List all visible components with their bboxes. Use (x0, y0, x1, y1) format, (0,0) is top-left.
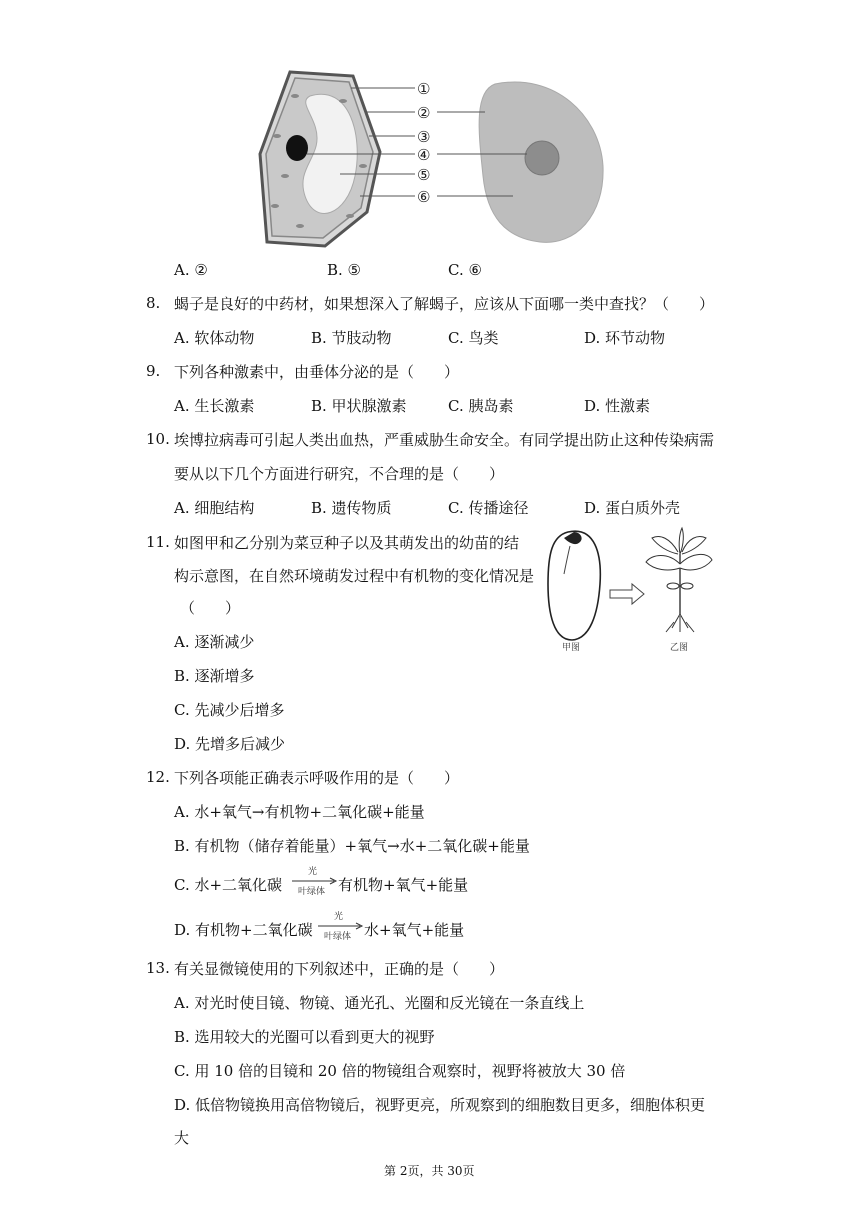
q7-option-a: A. ② (174, 261, 208, 279)
seedling (646, 528, 712, 632)
q11-stem-line2: 构示意图，在自然环境萌发过程中有机物的变化情况是 (174, 567, 535, 585)
q8-number: 8. (146, 294, 161, 312)
q11-number: 11. (146, 533, 170, 551)
animal-cell-nucleus (525, 141, 559, 175)
q10-number: 10. (146, 430, 170, 448)
figure-label-1: ① (417, 80, 431, 98)
figure-label-jia: 甲图 (562, 643, 581, 653)
figure-label-6: ⑥ (417, 188, 431, 206)
q10-option-c: C. 传播途径 (448, 499, 529, 517)
q10-option-b: B. 遗传物质 (311, 499, 392, 517)
q11-option-d: D. 先增多后减少 (174, 735, 286, 753)
q10-stem-line1: 埃博拉病毒可引起人类出血热，严重威胁生命安全。有同学提出防止这种传染病需 (174, 431, 715, 449)
q11-option-b: B. 逐渐增多 (174, 667, 255, 685)
q10-stem-line2: 要从以下几个方面进行研究，不合理的是（ ） (174, 465, 505, 483)
svg-text:光: 光 (308, 867, 318, 877)
q8-stem: 蝎子是良好的中药材，如果想深入了解蝎子，应该从下面哪一类中查找？（ ） (174, 295, 715, 313)
q13-option-d-line2: 大 (174, 1129, 190, 1147)
q12-option-b: B. 有机物（储存着能量）+氧气→水+二氧化碳+能量 (174, 837, 530, 855)
q9-option-c: C. 胰岛素 (448, 397, 514, 415)
q13-option-b: B. 选用较大的光圈可以看到更大的视野 (174, 1028, 435, 1046)
q11-stem-line3: （ ） (180, 599, 241, 617)
q9-option-a: A. 生长激素 (174, 397, 255, 415)
q12-number: 12. (146, 768, 170, 786)
q9-number: 9. (146, 362, 161, 380)
q10-option-a: A. 细胞结构 (174, 499, 255, 517)
q7-option-b: B. ⑤ (327, 261, 362, 279)
figure-label-4: ④ (417, 146, 431, 164)
q8-option-c: C. 鸟类 (448, 329, 499, 347)
bean-seed (548, 531, 600, 640)
figure-label-yi: 乙图 (670, 643, 689, 653)
q11-stem-line1: 如图甲和乙分别为菜豆种子以及其萌发出的幼苗的结 (174, 534, 520, 552)
q13-number: 13. (146, 959, 170, 977)
arrow-icon (610, 584, 644, 604)
q9-option-d: D. 性激素 (584, 397, 651, 415)
svg-text:叶绿体: 叶绿体 (324, 932, 352, 942)
plant-cell-nucleus (286, 135, 308, 161)
seed-seedling-figure (540, 524, 720, 654)
cell-diagram-figure (255, 66, 615, 252)
q10-option-d: D. 蛋白质外壳 (584, 499, 681, 517)
q13-option-c: C. 用 10 倍的目镜和 20 倍的物镜组合观察时，视野将被放大 30 倍 (174, 1062, 626, 1080)
svg-text:叶绿体: 叶绿体 (298, 887, 326, 897)
q11-option-a: A. 逐渐减少 (174, 633, 255, 651)
q12-option-c-right: 有机物+氧气+能量 (338, 876, 469, 894)
q8-option-d: D. 环节动物 (584, 329, 666, 347)
reaction-arrow-d (316, 909, 364, 945)
figure-label-5: ⑤ (417, 166, 431, 184)
page-footer: 第 2页，共 30页 (384, 1164, 475, 1178)
q8-option-b: B. 节肢动物 (311, 329, 392, 347)
q13-option-a: A. 对光时使目镜、物镜、通光孔、光圈和反光镜在一条直线上 (174, 994, 585, 1012)
reaction-arrow-c (290, 864, 338, 900)
figure-label-3: ③ (417, 128, 431, 146)
q13-stem: 有关显微镜使用的下列叙述中，正确的是（ ） (174, 960, 505, 978)
q12-option-c-left: C. 水+二氧化碳 (174, 876, 283, 894)
q12-option-d-right: 水+氧气+能量 (364, 921, 465, 939)
q9-stem: 下列各种激素中，由垂体分泌的是（ ） (174, 363, 460, 381)
q11-option-c: C. 先减少后增多 (174, 701, 285, 719)
q13-option-d-line1: D. 低倍物镜换用高倍物镜后，视野更亮，所观察到的细胞数目更多，细胞体积更 (174, 1096, 706, 1114)
q8-option-a: A. 软体动物 (174, 329, 255, 347)
q9-option-b: B. 甲状腺激素 (311, 397, 407, 415)
q12-option-d-left: D. 有机物+二氧化碳 (174, 921, 313, 939)
svg-text:光: 光 (334, 912, 344, 922)
figure-label-2: ② (417, 104, 431, 122)
q12-stem: 下列各项能正确表示呼吸作用的是（ ） (174, 769, 460, 787)
q7-option-c: C. ⑥ (448, 261, 482, 279)
q12-option-a: A. 水+氧气→有机物+二氧化碳+能量 (174, 803, 425, 821)
